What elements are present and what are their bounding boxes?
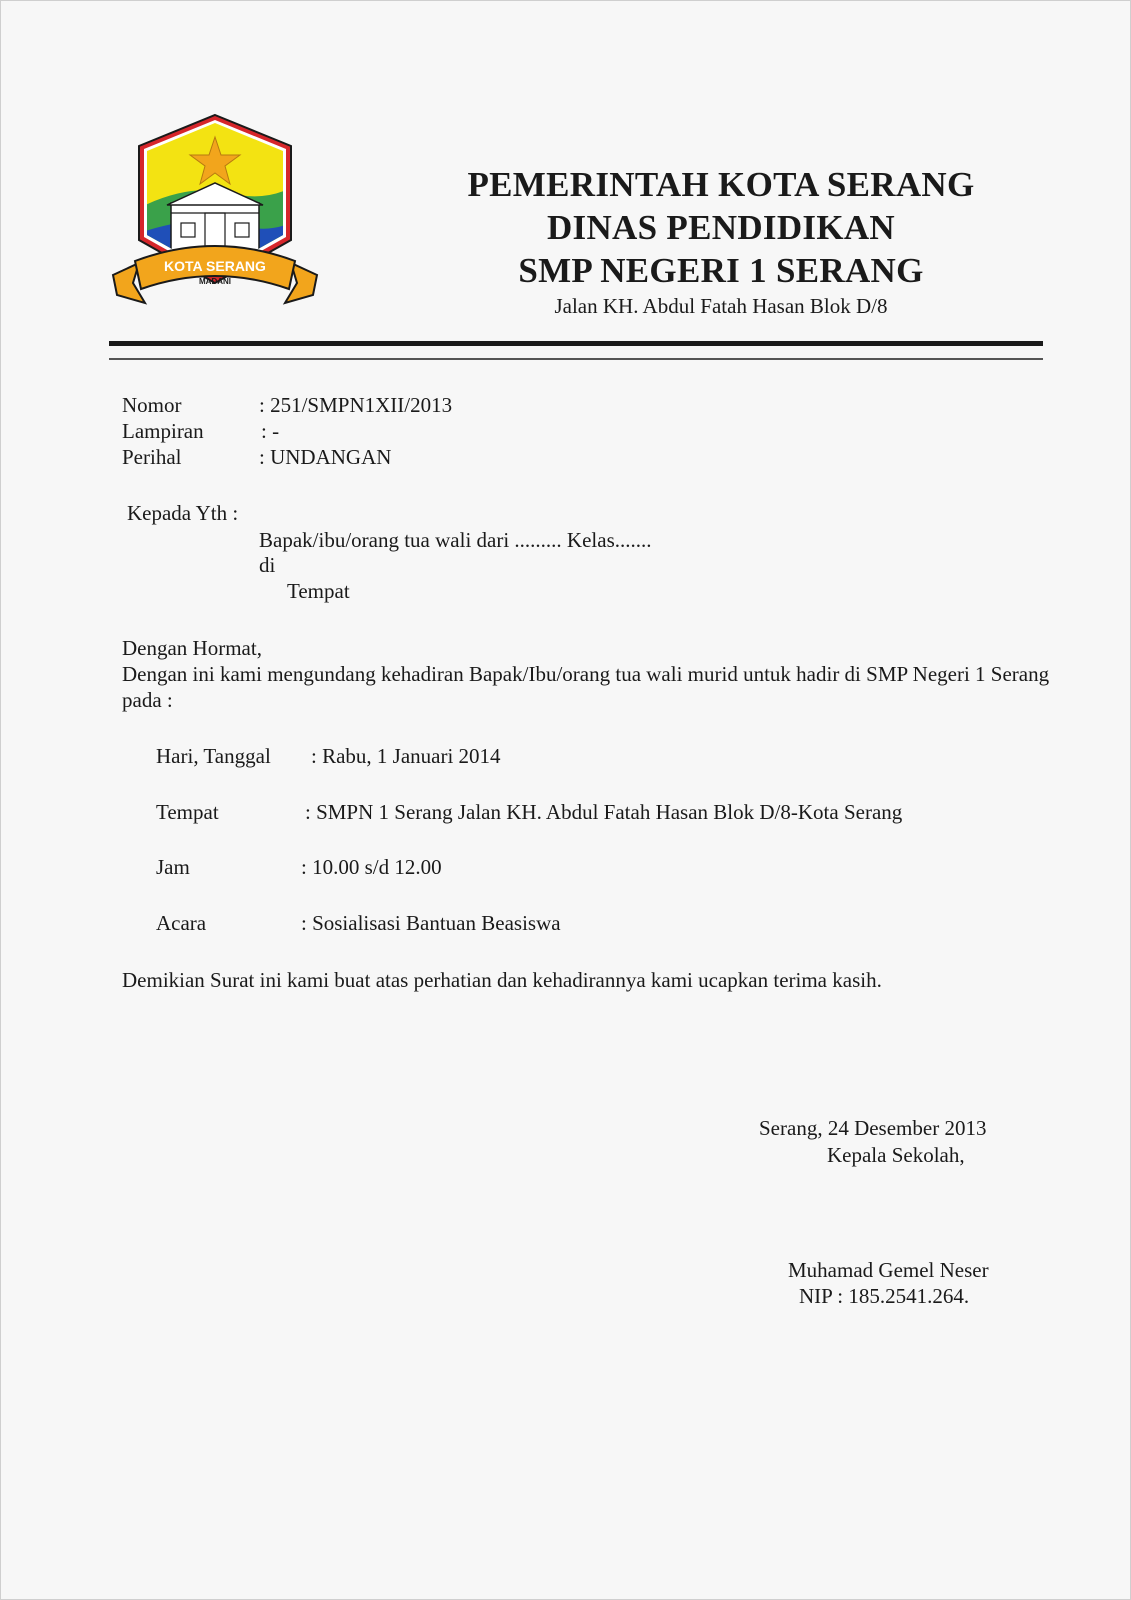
- detail-value-place: : SMPN 1 Serang Jalan KH. Abdul Fatah Hasan Blok D/8-Kota Serang: [305, 800, 903, 824]
- perihal-label: Perihal: [122, 445, 182, 469]
- divider-thick: [109, 341, 1043, 346]
- divider-thin: [109, 358, 1043, 360]
- letterhead-line-3: SMP NEGERI 1 SERANG: [518, 251, 924, 290]
- nomor-value: : 251/SMPN1XII/2013: [259, 393, 453, 417]
- recipient-line-1: Bapak/ibu/orang tua wali dari ......... Kelas.......: [259, 528, 652, 552]
- detail-label-place: Tempat: [156, 800, 219, 824]
- detail-label-time: Jam: [156, 855, 190, 879]
- signature-place-date: Serang, 24 Desember 2013: [759, 1116, 987, 1140]
- detail-value-event: : Sosialisasi Bantuan Beasiswa: [301, 911, 561, 935]
- logo-ribbon-subtext: MADANI: [199, 277, 231, 286]
- recipient-line-2: di: [259, 553, 276, 577]
- letterhead-line-1: PEMERINTAH KOTA SERANG: [467, 165, 975, 204]
- letterhead-line-2: DINAS PENDIDIKAN: [546, 208, 896, 247]
- lampiran-value: : -: [261, 419, 280, 443]
- kota-serang-emblem: [109, 113, 321, 313]
- signature-name: Muhamad Gemel Neser: [788, 1258, 989, 1282]
- detail-label-event: Acara: [156, 911, 207, 935]
- closing-paragraph: Demikian Surat ini kami buat atas perhatian dan kehadirannya kami ucapkan terima kasih.: [122, 968, 882, 992]
- perihal-value: : UNDANGAN: [259, 445, 392, 469]
- salutation: Dengan Hormat,: [122, 636, 262, 660]
- detail-value-date: : Rabu, 1 Januari 2014: [311, 744, 501, 768]
- detail-value-time: : 10.00 s/d 12.00: [301, 855, 442, 879]
- letterhead-address: Jalan KH. Abdul Fatah Hasan Blok D/8: [554, 294, 888, 318]
- signature-nip: NIP : 185.2541.264.: [799, 1284, 970, 1308]
- intro-paragraph: Dengan ini kami mengundang kehadiran Bapak/Ibu/orang tua wali murid untuk hadir di SMP Negeri 1 Serang pada :: [122, 662, 1050, 712]
- nomor-label: Nomor: [122, 393, 182, 417]
- detail-label-date: Hari, Tanggal: [156, 744, 271, 768]
- lampiran-label: Lampiran: [122, 419, 204, 443]
- signature-position: Kepala Sekolah,: [827, 1143, 965, 1167]
- logo-ribbon-text: KOTA SERANG: [164, 258, 266, 274]
- recipient-line-3: Tempat: [287, 579, 350, 603]
- recipient-greeting: Kepada Yth :: [127, 501, 239, 525]
